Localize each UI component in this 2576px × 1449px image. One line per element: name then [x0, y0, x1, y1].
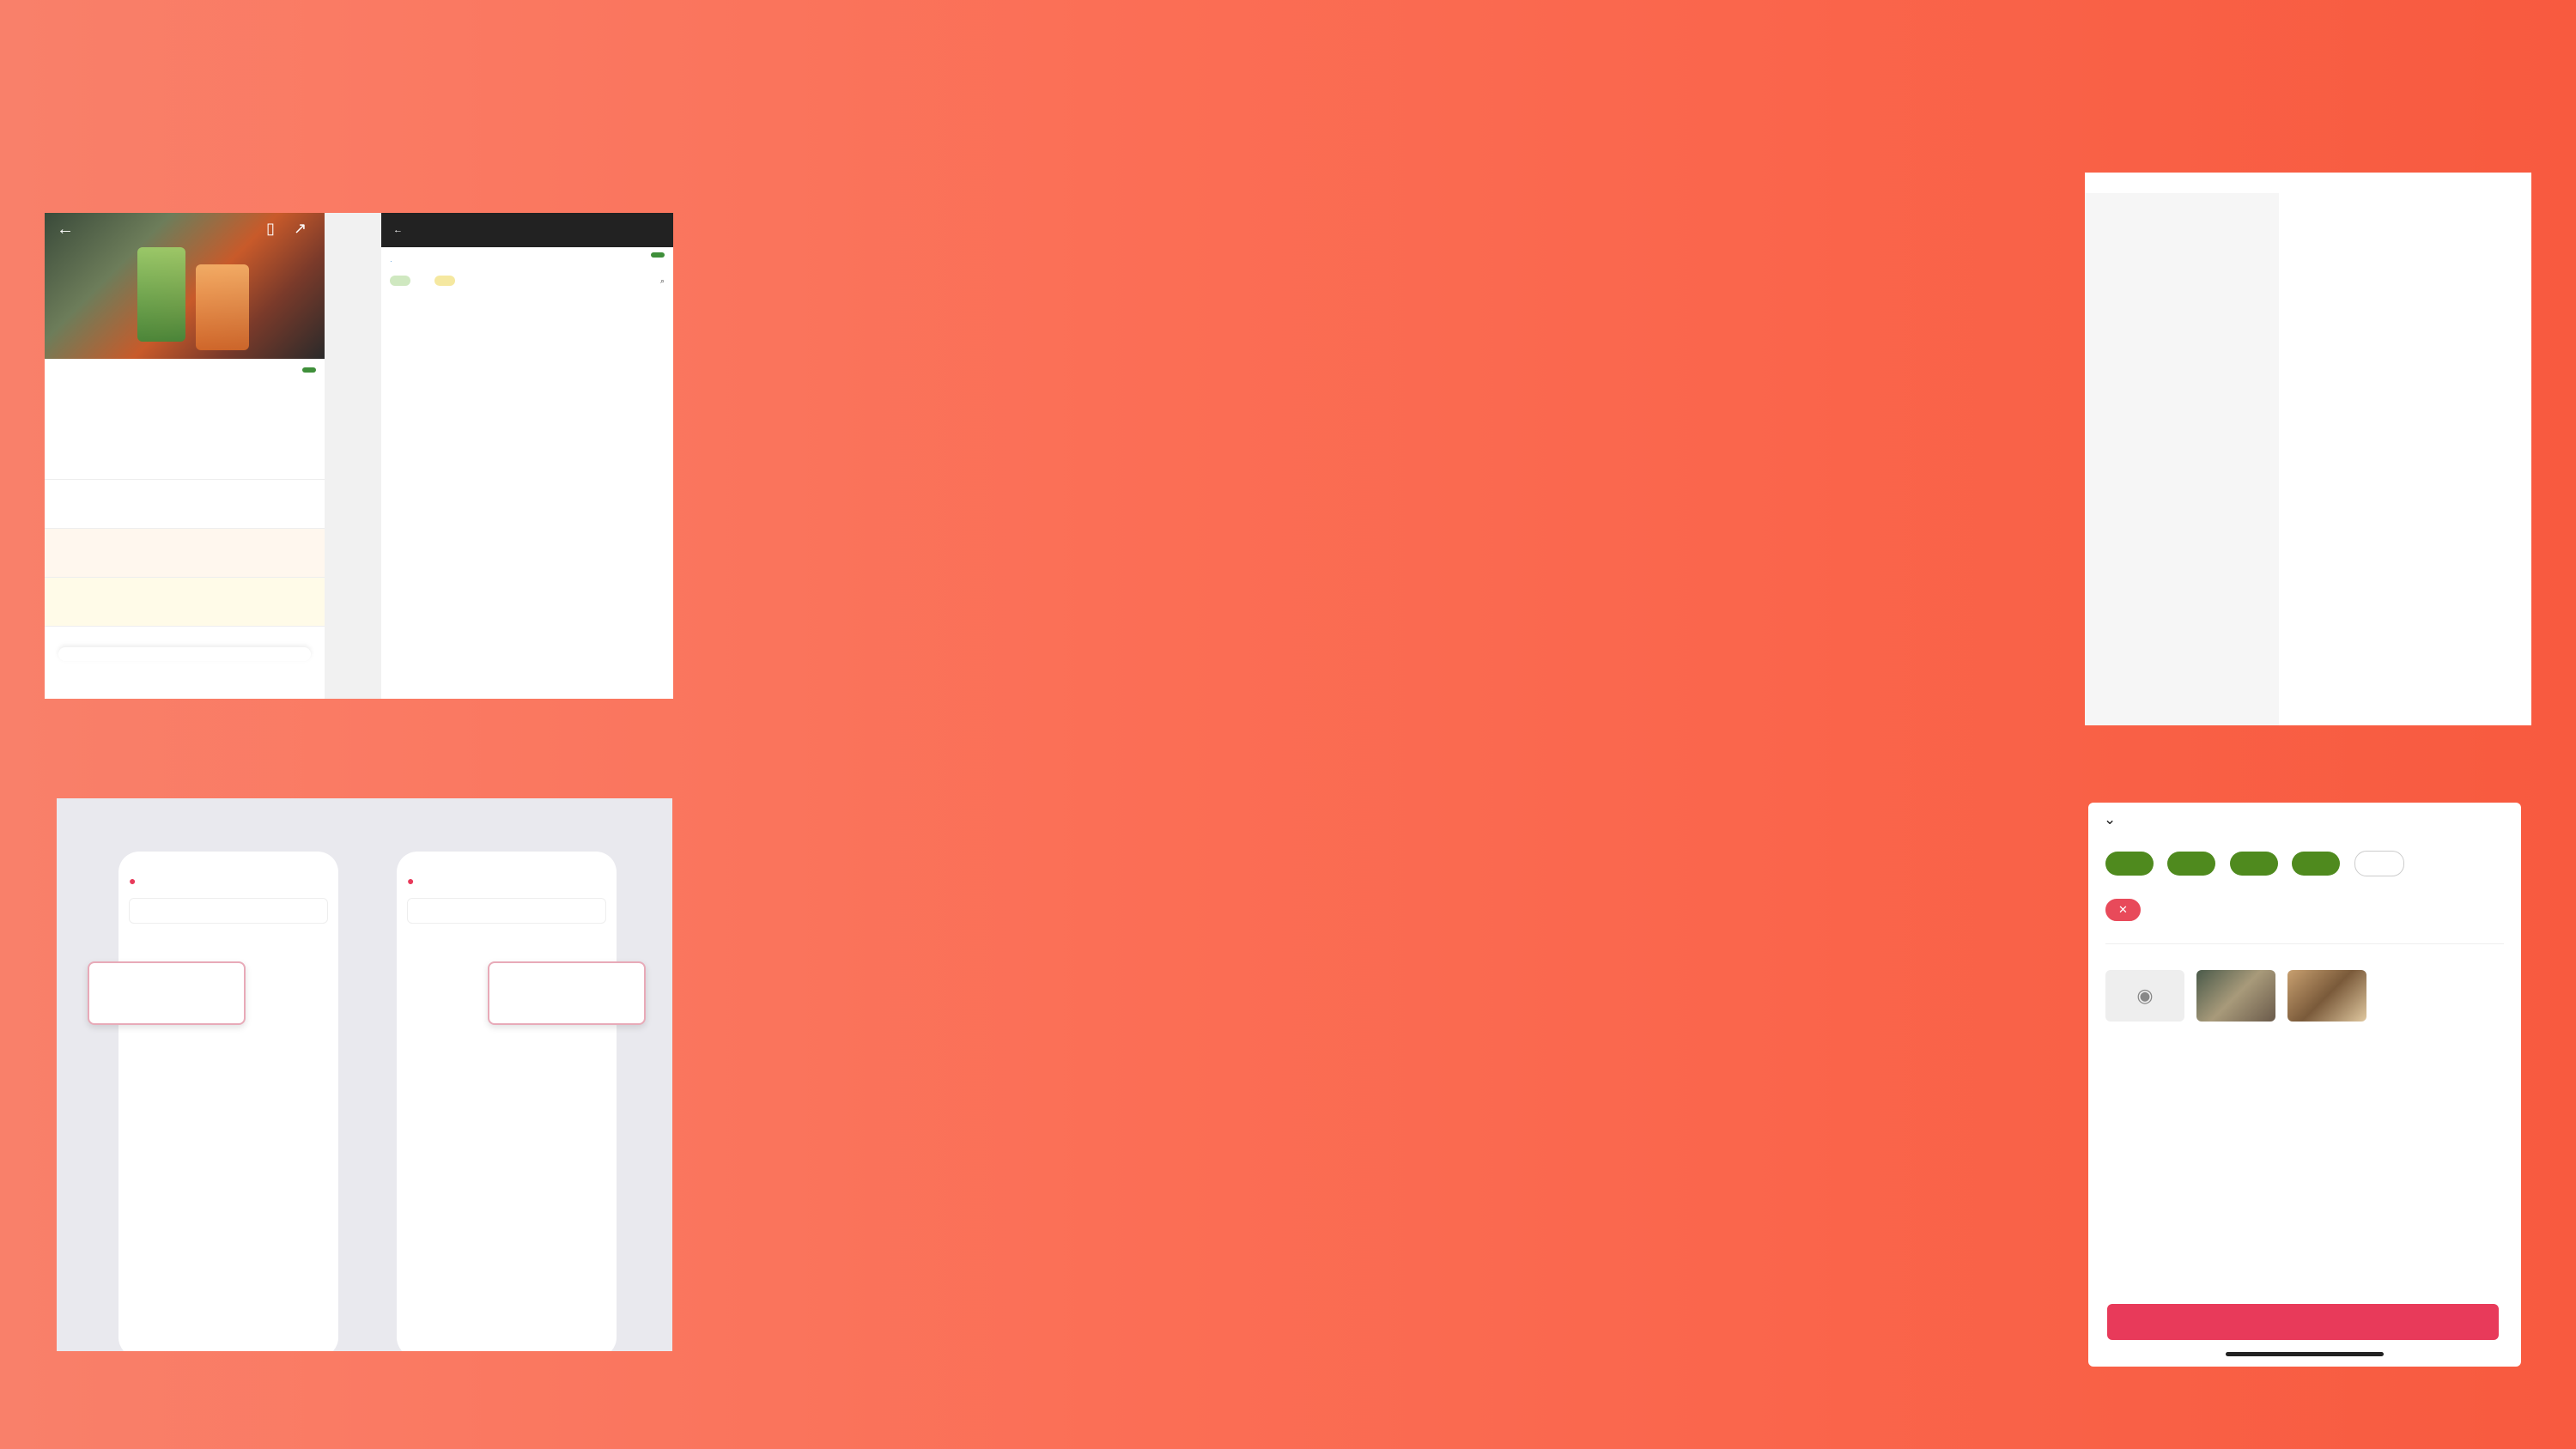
media-thumb-1[interactable] [2196, 970, 2275, 1022]
menu-top-bar [381, 213, 673, 247]
tab-nightlife[interactable] [488, 961, 646, 1025]
restaurant-hero-photo [45, 213, 325, 359]
about-row[interactable] [45, 479, 325, 528]
tab-dining[interactable] [88, 961, 246, 1025]
restaurant-page-screenshot [45, 213, 673, 699]
menu-rating-badge [651, 252, 665, 258]
filter-sidebar [2085, 193, 2279, 725]
rating-dot-4[interactable] [2292, 852, 2340, 876]
egg-toggle[interactable] [434, 276, 455, 286]
home-indicator [2226, 1352, 2384, 1356]
status-time [118, 852, 338, 872]
camera-icon[interactable]: ◉ [2105, 970, 2184, 1022]
phone-nightlife [397, 852, 617, 1351]
close-icon[interactable]: ✕ [2118, 903, 2128, 916]
location-label[interactable] [397, 872, 617, 889]
rating-filter-screenshot [2085, 173, 2531, 725]
food-delivery-row[interactable] [45, 528, 325, 577]
bottom-nav [58, 647, 311, 661]
search-input[interactable] [407, 898, 606, 924]
drink-glass-orange [196, 264, 249, 350]
bookmark-icon[interactable]: ▯ [266, 220, 275, 237]
review-header [2088, 803, 2521, 837]
back-arrow-icon[interactable]: ← [393, 225, 403, 235]
restaurant-menu-screen [381, 213, 673, 699]
rating-dot-2[interactable] [2167, 852, 2215, 876]
drink-glass-green [137, 247, 185, 342]
gold-offer-row[interactable] [45, 577, 325, 626]
search-icon[interactable]: ⌕ [659, 276, 665, 285]
diet-toggles [390, 276, 665, 286]
back-arrow-icon[interactable]: ← [57, 220, 74, 239]
selected-like-tag[interactable] [2105, 899, 2141, 921]
rating-dot-3[interactable] [2230, 852, 2278, 876]
rating-badge [302, 367, 316, 373]
media-thumbnails [2105, 970, 2504, 1022]
rating-dot-1[interactable] [2105, 852, 2154, 876]
dislike-search-input[interactable] [2105, 938, 2504, 944]
share-icon[interactable]: ↗ [294, 220, 307, 237]
restaurant-overview-screen [45, 213, 325, 699]
veg-toggle[interactable] [390, 276, 410, 286]
chevron-down-icon[interactable]: ⌄ [2104, 811, 2117, 828]
rating-slider[interactable] [2274, 293, 2531, 636]
submit-review-button[interactable] [2107, 1304, 2499, 1340]
status-time [397, 852, 617, 872]
location-label[interactable] [118, 872, 338, 889]
location-pin-icon: ● [129, 874, 137, 888]
rating-dot-5[interactable] [2354, 851, 2404, 876]
like-tags [2105, 895, 2504, 925]
search-input[interactable] [129, 898, 328, 924]
dining-nightlife-screenshot [57, 798, 672, 1351]
add-review-screenshot [2088, 803, 2521, 1367]
media-thumb-2[interactable] [2287, 970, 2366, 1022]
phone-dining [118, 852, 338, 1351]
location-pin-icon: ● [407, 874, 415, 888]
menu-tags: · [390, 258, 392, 265]
star-rating-row[interactable] [2105, 851, 2504, 876]
